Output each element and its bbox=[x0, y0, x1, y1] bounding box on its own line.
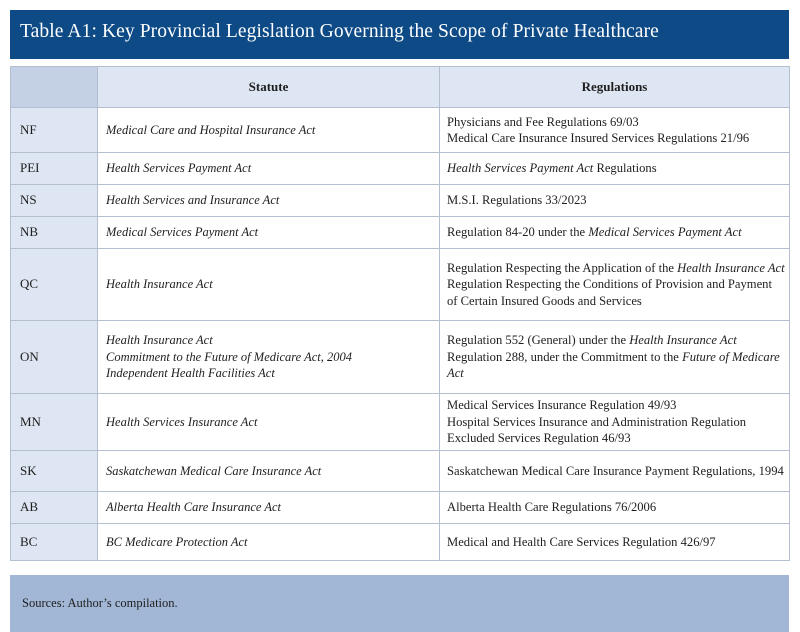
statute-name: Health Insurance Act bbox=[106, 277, 213, 292]
regulations-cell bbox=[440, 451, 790, 492]
regulation-entry bbox=[447, 534, 785, 551]
regulation-text: Regulation 84-20 under the bbox=[447, 225, 589, 240]
regulations-cell bbox=[440, 321, 790, 394]
table-row bbox=[11, 217, 790, 249]
table-title: Table A1: Key Provincial Legislation Governing the Scope of Private Healthcare bbox=[20, 21, 659, 42]
province-cell: SK bbox=[11, 451, 98, 492]
regulations-column-header: Regulations bbox=[440, 67, 790, 108]
statute-cell bbox=[98, 492, 440, 524]
statute-name: Medical Care and Hospital Insurance Act bbox=[106, 122, 316, 137]
regulations-cell bbox=[440, 108, 790, 153]
statute-cell bbox=[98, 321, 440, 394]
regulations-cell bbox=[440, 394, 790, 451]
statute-name: Saskatchewan Medical Care Insurance Act bbox=[106, 463, 322, 478]
regulation-text: Physicians and Fee Regulations 69/03 bbox=[447, 114, 639, 129]
statute-cell bbox=[98, 153, 440, 185]
table-row bbox=[11, 153, 790, 185]
regulation-act-title: Medical Services Payment Act bbox=[588, 225, 742, 240]
statute-name: Medical Services Payment Act bbox=[106, 225, 259, 240]
regulation-entry bbox=[447, 430, 785, 447]
regulation-act-title: Health Insurance Act bbox=[677, 260, 785, 275]
regulation-text: Alberta Health Care Regulations 76/2006 bbox=[447, 500, 657, 515]
regulation-act-title: Health Services Payment Act bbox=[447, 161, 594, 176]
regulations-cell bbox=[440, 249, 790, 321]
province-cell: MN bbox=[11, 394, 98, 451]
province-cell: AB bbox=[11, 492, 98, 524]
table-row bbox=[11, 108, 790, 153]
regulations-cell bbox=[440, 153, 790, 185]
province-cell: PEI bbox=[11, 153, 98, 185]
statute-cell bbox=[98, 249, 440, 321]
regulation-entry bbox=[447, 160, 785, 177]
regulation-act-title: Health Insurance Act bbox=[629, 333, 737, 348]
regulation-act-title: Future of Medicare Act bbox=[447, 349, 780, 381]
regulation-entry bbox=[447, 276, 785, 309]
table-row bbox=[11, 185, 790, 217]
statute-cell bbox=[98, 108, 440, 153]
regulation-entry bbox=[447, 349, 785, 382]
regulation-entry bbox=[447, 130, 785, 147]
regulation-text: M.S.I. Regulations 33/2023 bbox=[447, 193, 587, 208]
regulation-entry bbox=[447, 114, 785, 131]
regulation-entry bbox=[447, 332, 785, 349]
table-row bbox=[11, 492, 790, 524]
sources-footer bbox=[10, 575, 789, 632]
regulation-text: Hospital Services Insurance and Administration Regulation bbox=[447, 414, 747, 429]
statute-cell bbox=[98, 394, 440, 451]
regulation-entry bbox=[447, 260, 785, 277]
statute-name: Health Services and Insurance Act bbox=[106, 193, 280, 208]
regulations-cell bbox=[440, 492, 790, 524]
table-row bbox=[11, 394, 790, 451]
statute-name: Health Services Insurance Act bbox=[106, 414, 258, 429]
table-row bbox=[11, 524, 790, 561]
regulation-text: Regulation Respecting the Application of the bbox=[447, 260, 678, 275]
statute-cell bbox=[98, 451, 440, 492]
header-row bbox=[11, 67, 790, 108]
regulation-text: Saskatchewan Medical Care Insurance Payment Regulations, 1994 bbox=[447, 463, 784, 478]
statute-name: Alberta Health Care Insurance Act bbox=[106, 500, 281, 515]
statute-name: Commitment to the Future of Medicare Act, 2004 bbox=[106, 349, 353, 364]
regulations-cell bbox=[440, 185, 790, 217]
table-figure bbox=[10, 10, 789, 622]
statute-cell bbox=[98, 524, 440, 561]
province-cell: ON bbox=[11, 321, 98, 394]
regulation-text: Medical and Health Care Services Regulation 426/97 bbox=[447, 534, 716, 549]
statute-name: Independent Health Facilities Act bbox=[106, 366, 275, 381]
regulations-cell bbox=[440, 217, 790, 249]
regulation-entry bbox=[447, 397, 785, 414]
regulation-text: Regulation 552 (General) under the bbox=[447, 333, 630, 348]
regulation-text: Regulation 288, under the Commitment to the bbox=[447, 349, 683, 364]
statute-name: BC Medicare Protection Act bbox=[106, 534, 248, 549]
regulation-text: Regulations bbox=[593, 161, 657, 176]
table-row bbox=[11, 321, 790, 394]
regulation-entry bbox=[447, 414, 785, 431]
regulation-entry bbox=[447, 499, 785, 516]
statute-column-header: Statute bbox=[98, 67, 440, 108]
regulation-text: Excluded Services Regulation 46/93 bbox=[447, 431, 631, 446]
table-row bbox=[11, 249, 790, 321]
regulation-text: Medical Care Insurance Insured Services Regulations 21/96 bbox=[447, 131, 750, 145]
regulation-entry bbox=[447, 463, 785, 480]
province-cell: NF bbox=[11, 108, 98, 153]
regulation-entry bbox=[447, 224, 785, 241]
statute-name: Health Services Payment Act bbox=[106, 161, 252, 176]
province-cell: NS bbox=[11, 185, 98, 217]
province-cell: BC bbox=[11, 524, 98, 561]
sources-note: Sources: Author’s compilation. bbox=[22, 596, 178, 610]
regulation-entry bbox=[447, 192, 785, 209]
province-column-header bbox=[11, 67, 98, 108]
regulation-text: Regulation Respecting the Conditions of Provision and Payment of Certain Insured Goods and Services bbox=[447, 277, 772, 308]
statute-name: Health Insurance Act bbox=[106, 333, 213, 348]
title-bar bbox=[10, 10, 789, 60]
statute-cell bbox=[98, 185, 440, 217]
table-body bbox=[11, 108, 790, 561]
regulations-cell bbox=[440, 524, 790, 561]
province-cell: NB bbox=[11, 217, 98, 249]
legislation-table bbox=[10, 66, 790, 561]
statute-cell bbox=[98, 217, 440, 249]
regulation-text: Medical Services Insurance Regulation 49/93 bbox=[447, 398, 677, 413]
province-cell: QC bbox=[11, 249, 98, 321]
table-row bbox=[11, 451, 790, 492]
